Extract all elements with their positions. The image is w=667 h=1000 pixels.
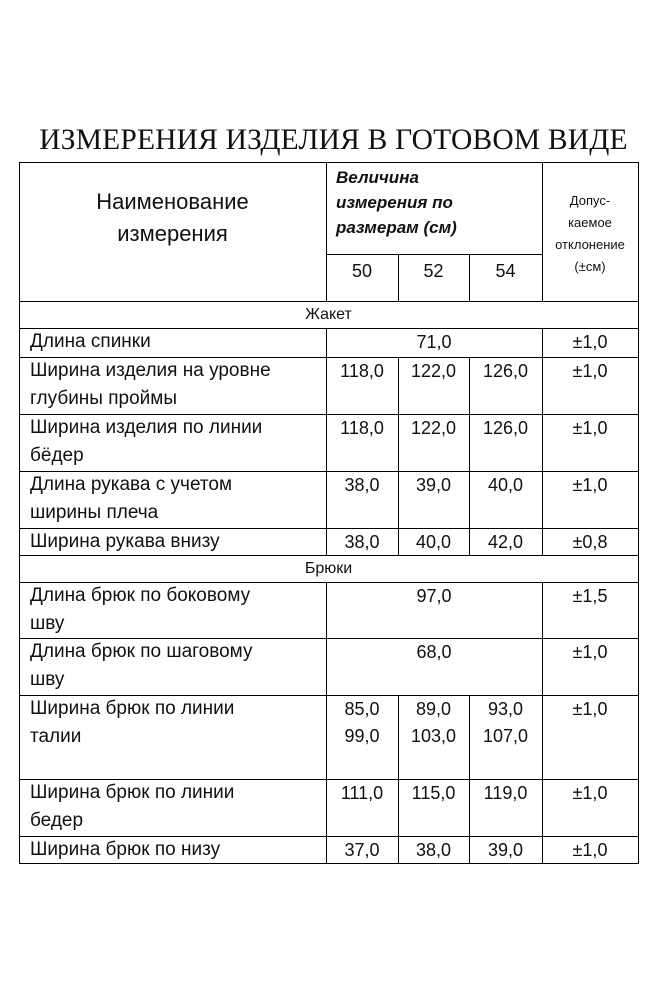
- tolerance-cell: ±1,0: [572, 361, 608, 381]
- table-border: [326, 254, 542, 255]
- table-border: [398, 528, 399, 555]
- table-border: [469, 357, 470, 414]
- table-border: [326, 582, 327, 638]
- table-border: [638, 638, 639, 695]
- table-border: [19, 301, 639, 302]
- value-cell: 38,0: [344, 532, 380, 552]
- table-border: [542, 328, 543, 357]
- table-border: [542, 582, 543, 638]
- table-border: [398, 779, 399, 836]
- row-label: ширины плеча: [30, 502, 159, 523]
- table-border: [326, 695, 327, 779]
- value-cell: 42,0: [487, 532, 524, 552]
- value-cell: 38,0: [344, 475, 380, 495]
- table-border: [542, 357, 543, 414]
- table-border: [638, 528, 639, 555]
- value-cell: 118,0: [340, 418, 384, 438]
- row-label: Ширина брюк по низу: [30, 839, 221, 860]
- table-border: [19, 528, 20, 555]
- table-border: [326, 328, 327, 357]
- row-label: талии: [30, 726, 82, 747]
- row-label: Длина брюк по боковому: [30, 585, 251, 606]
- header-value-label: измерения по: [336, 193, 453, 212]
- header-value-label: размерам (см): [336, 218, 457, 237]
- table-border: [19, 582, 20, 638]
- header-tolerance-label: (±см): [574, 259, 606, 274]
- table-border: [542, 414, 543, 471]
- table-border: [469, 471, 470, 528]
- value-cell: 99,0: [344, 726, 380, 746]
- tolerance-cell: ±1,0: [572, 840, 608, 860]
- table-border: [638, 779, 639, 836]
- row-label: Ширина брюк по линии: [30, 698, 235, 719]
- table-border: [542, 638, 543, 695]
- tolerance-cell: ±1,5: [572, 586, 608, 606]
- table-border: [469, 695, 470, 779]
- row-label: Длина рукава с учетом: [30, 474, 233, 495]
- table-border: [638, 328, 639, 357]
- table-border: [469, 254, 470, 301]
- table-border: [19, 863, 639, 864]
- table-border: [326, 528, 327, 555]
- table-border: [542, 471, 543, 528]
- table-border: [469, 414, 470, 471]
- header-name-label: Наименование: [96, 189, 249, 214]
- value-cell: 89,0: [415, 699, 452, 719]
- row-label: Ширина изделия на уровне: [30, 360, 271, 381]
- table-border: [19, 555, 20, 582]
- merged-value: 71,0: [416, 332, 452, 352]
- row-label: бедер: [30, 810, 84, 831]
- page-title: ИЗМЕРЕНИЯ ИЗДЕЛИЯ В ГОТОВОМ ВИДЕ: [39, 124, 628, 156]
- table-border: [19, 555, 639, 556]
- table-border: [19, 414, 20, 471]
- value-cell: 37,0: [344, 840, 380, 860]
- table-border: [398, 414, 399, 471]
- table-border: [469, 836, 470, 863]
- table-border: [638, 162, 639, 301]
- header-name-label: измерения: [117, 221, 228, 246]
- size-header-52: 52: [423, 261, 444, 281]
- value-cell: 39,0: [415, 475, 452, 495]
- value-cell: 115,0: [411, 783, 456, 803]
- row-label: бёдер: [30, 445, 84, 466]
- table-border: [469, 528, 470, 555]
- table-border: [19, 162, 20, 301]
- table-border: [326, 414, 327, 471]
- table-border: [398, 254, 399, 301]
- table-border: [469, 779, 470, 836]
- table-border: [542, 836, 543, 863]
- table-border: [19, 638, 20, 695]
- value-cell: 40,0: [415, 532, 452, 552]
- row-label: шву: [30, 669, 65, 690]
- table-border: [638, 582, 639, 638]
- value-cell: 119,0: [483, 783, 528, 803]
- value-cell: 39,0: [487, 840, 524, 860]
- value-cell: 118,0: [340, 361, 384, 381]
- value-cell: 122,0: [410, 361, 457, 381]
- header-tolerance-label: Допус-: [569, 193, 611, 208]
- table-border: [638, 555, 639, 582]
- table-border: [326, 638, 327, 695]
- table-border: [326, 779, 327, 836]
- value-cell: 122,0: [410, 418, 457, 438]
- table-border: [638, 695, 639, 779]
- row-label: Ширина рукава внизу: [30, 531, 220, 552]
- table-border: [19, 357, 20, 414]
- table-border: [638, 414, 639, 471]
- header-tolerance-label: отклонение: [555, 237, 625, 252]
- tolerance-cell: ±1,0: [572, 332, 608, 352]
- size-header-50: 50: [351, 261, 373, 281]
- table-border: [638, 357, 639, 414]
- table-border: [542, 162, 543, 301]
- section-title: Жакет: [305, 306, 352, 323]
- header-tolerance-label: каемое: [568, 215, 612, 230]
- table-border: [326, 836, 327, 863]
- tolerance-cell: ±1,0: [572, 699, 608, 719]
- value-cell: 85,0: [344, 699, 380, 719]
- table-border: [19, 301, 20, 328]
- table-border: [19, 328, 20, 357]
- value-cell: 93,0: [487, 699, 524, 719]
- row-label: Ширина изделия по линии: [30, 417, 263, 438]
- merged-value: 68,0: [416, 642, 452, 662]
- row-label: глубины проймы: [30, 388, 177, 409]
- row-label: Длина спинки: [30, 331, 151, 352]
- tolerance-cell: ±1,0: [572, 642, 608, 662]
- row-label: Длина брюк по шаговому: [30, 641, 253, 662]
- tolerance-cell: ±1,0: [572, 418, 608, 438]
- table-border: [19, 836, 20, 863]
- table-border: [326, 471, 327, 528]
- tolerance-cell: ±1,0: [572, 783, 608, 803]
- table-border: [398, 695, 399, 779]
- header-value-label: Величина: [336, 168, 419, 187]
- value-cell: 103,0: [410, 726, 457, 746]
- value-cell: 111,0: [340, 783, 384, 803]
- value-cell: 40,0: [487, 475, 524, 495]
- size-header-54: 54: [495, 261, 516, 281]
- row-label: Ширина брюк по линии: [30, 782, 235, 803]
- table-border: [542, 528, 543, 555]
- value-cell: 126,0: [482, 361, 529, 381]
- tolerance-cell: ±0,8: [572, 532, 608, 552]
- row-label: шву: [30, 613, 65, 634]
- merged-value: 97,0: [416, 586, 452, 606]
- value-cell: 107,0: [482, 726, 529, 746]
- table-border: [326, 162, 327, 301]
- table-border: [398, 836, 399, 863]
- table-border: [398, 471, 399, 528]
- table-border: [19, 471, 20, 528]
- tolerance-cell: ±1,0: [572, 475, 608, 495]
- value-cell: 126,0: [482, 418, 529, 438]
- value-cell: 38,0: [415, 840, 452, 860]
- table-border: [638, 836, 639, 863]
- table-border: [398, 357, 399, 414]
- table-border: [638, 301, 639, 328]
- table-border: [542, 779, 543, 836]
- table-border: [19, 779, 20, 836]
- table-border: [19, 695, 20, 779]
- table-border: [542, 695, 543, 779]
- section-title: Брюки: [304, 560, 353, 577]
- table-border: [638, 471, 639, 528]
- table-border: [19, 162, 639, 163]
- table-border: [326, 357, 327, 414]
